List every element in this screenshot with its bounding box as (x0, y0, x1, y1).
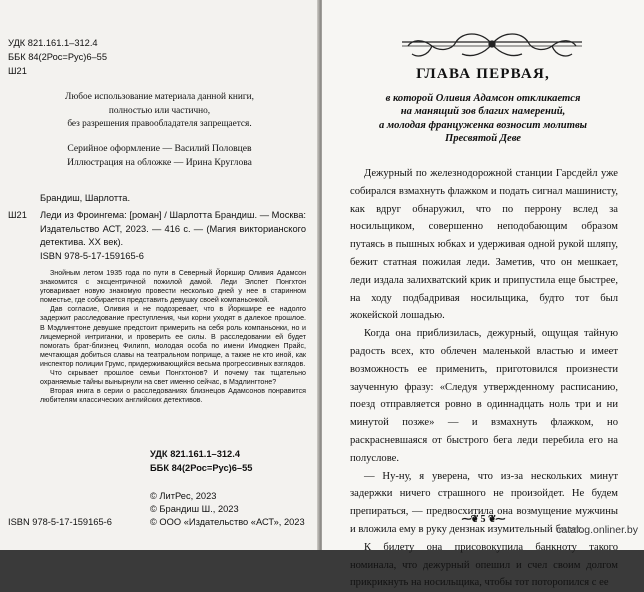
author-line: Брандиш, Шарлотта. (40, 193, 131, 203)
annotation (40, 269, 306, 405)
catalog-code: Ш21 (8, 210, 27, 220)
watermark: catalog.onliner.by (556, 524, 638, 536)
subtitle-line: Пресвятой Деве (444, 133, 522, 145)
copyright-block (150, 490, 305, 529)
subtitle-line: в которой Оливия Адамсон откликается (385, 93, 581, 104)
left-page (0, 0, 319, 550)
chapter-ornament-icon (392, 28, 592, 68)
chapter-title: ГЛАВА ПЕРВАЯ, (416, 66, 550, 82)
rights-notice (0, 91, 319, 132)
copyright-line: © ЛитРес, 2023 (150, 491, 217, 501)
isbn-main: ISBN 978-5-17-159165-6 (40, 251, 144, 261)
author-code: Ш21 (8, 66, 27, 76)
right-page (322, 0, 644, 589)
isbn-footer: ISBN 978-5-17-159165-6 (8, 517, 112, 527)
body-paragraph: Когда она приблизилась, дежурный, ощущая тайную радость всех, кто облечен маленькой властью и имеет возможность ее применить, приготовился произнести заученную фразу: «Следуя утвержденному расписанию, поезд отправляется ровно в одиннадцать ноль три и ни минутой позже» — и взмахнуть флажком, но раскрасневшаяся от быстрого бега леди перебила его на полуслове. (350, 328, 618, 464)
udk-line: УДК 821.161.1–312.4 (8, 38, 98, 48)
credit-line: Иллюстрация на обложке — Ирина Круглова (67, 157, 252, 168)
credit-line: Серийное оформление — Василий Половцев (67, 143, 252, 154)
credits (0, 142, 319, 170)
subtitle-line: на манящий зов благих намерений, (400, 106, 566, 118)
body-paragraph: — Ну-ну, я уверена, что из-за нескольких минут задержки ничего страшного не произойдет. Не будем препираться, — предвосхитила она возмущение мужчины и вложила ему в руку дензнак изумительный билет. (350, 470, 618, 535)
page-ornament-right-icon: ❦⁓ (488, 514, 505, 525)
annotation-paragraph: Вторая книга в серии о расследованиях близнецов Адамсонов понравится любителям классических английских детективов. (40, 387, 306, 405)
page-ornament-left-icon: ⁓❦ (461, 514, 478, 525)
catalog-entry: Леди из Фроингема: [роман] / Шарлотта Брандиш. — Москва: Издательство АСТ, 2023. — 416 с. — (Магия викторианского детектива. XX век). (40, 210, 306, 247)
annotation-paragraph: Дав согласие, Оливия и не подозревает, что в Йоркшире ее надолго задержит расследование преступления, чьи корни уходят в далекое прошлое. В Мэдлингтоне девушке предстоит примерить на себя роль компаньонки, но и лицемерной интриганки, и проверить ее силы. В расследовании ей будет помогать брат-близнец Филипп, молодая особа по имени Имоджен Прайс, мечтающая добиться славы на театральном поприще, а также не кто иной, как инспектор полиции Грумс, придерживающийся весьма прогрессивных взглядов. (40, 305, 306, 368)
copyright-line: © Брандиш Ш., 2023 (150, 504, 239, 514)
copyright-line: © ООО «Издательство «АСТ», 2023 (150, 517, 305, 527)
rights-line: без разрешения правообладателя запрещается. (67, 119, 252, 129)
bbk-footer: ББК 84(2Рос=Рус)6–55 (150, 463, 253, 473)
chapter-subtitle (350, 92, 616, 146)
bbk-line: ББК 84(2Рос=Рус)6–55 (8, 52, 108, 62)
page-number-value: 5 (480, 514, 486, 525)
body-paragraph: Дежурный по железнодорожной станции Гарсдейл уже собирался взмахнуть флажком и подать сигнал машинисту, как вдруг обнаружил, что по перрону вслед за носильщиком, совершенно неподобающим образом путаясь в пышных юбках и удерживая одной рукой шляпу, бежит статная пожилая леди. Заметив, что он мешкает, леди издала залихватский крик и припустила еще быстрее, на ходу подбадривая носильщика, будто тот был жокейской лошадью. (350, 168, 618, 322)
annotation-paragraph: Что скрывает прошлое семьи Понгхтонов? И почему так тщательно охраняемые тайны вынырнули на свет именно сейчас, в Мэдлингтоне? (40, 369, 306, 387)
annotation-paragraph: Знойным летом 1935 года по пути в Северный Йоркшир Оливия Адамсон знакомится с эксцентричной пожилой дамой. Леди Элспет Понгхтон уговаривает новую знакомую провести несколько дней у нее в старинном поместье, где собирается представить девушку своей компаньонкой. (40, 269, 306, 305)
body-paragraph: К билету она присовокупила банкноту такого номинала, что дежурный опешил и счел своим долгом прикрикнуть на носильщика, чтобы тот поторопился с ее (350, 541, 618, 589)
rights-line: Любое использование материала данной книги, (65, 92, 254, 102)
rights-line: полностью или частично, (108, 105, 211, 116)
subtitle-line: а молодая француженка возносит молитвы (378, 119, 588, 131)
udk-footer: УДК 821.161.1–312.4 (150, 449, 240, 459)
